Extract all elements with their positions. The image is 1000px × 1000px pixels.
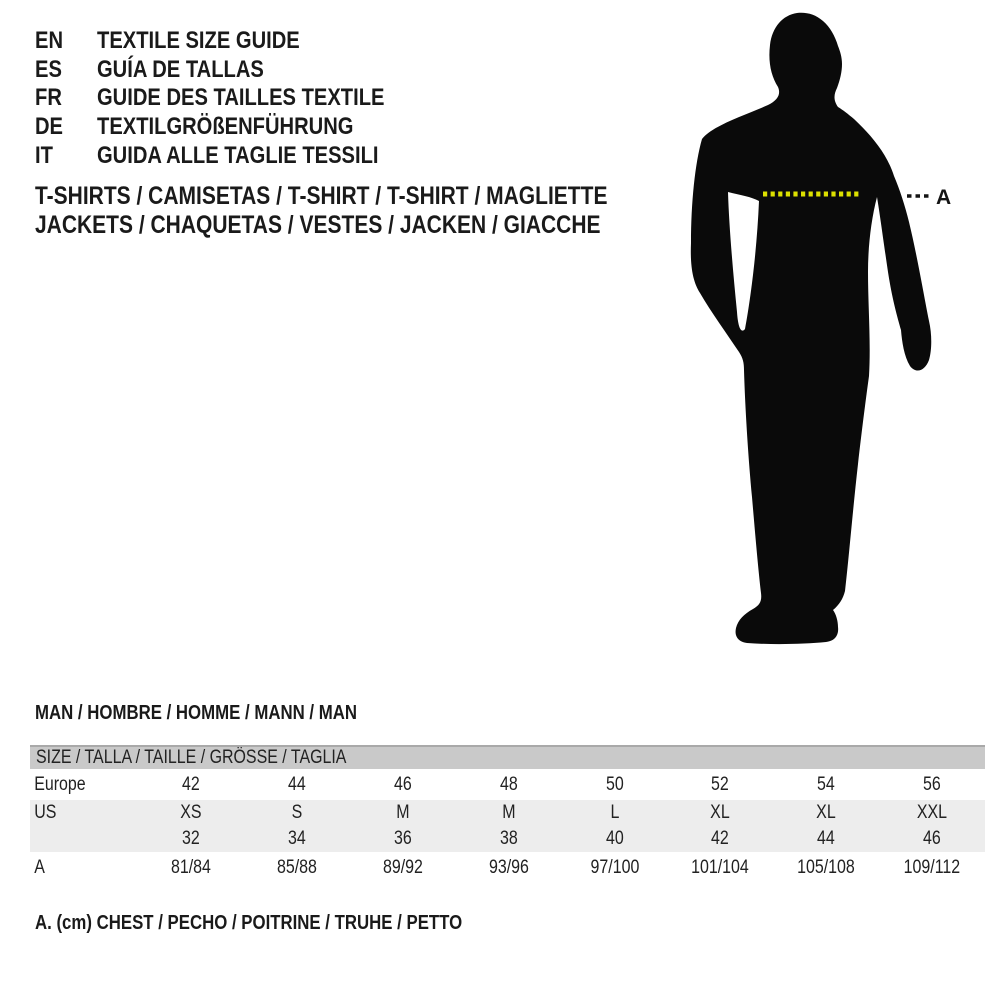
category-tshirts: T-SHIRTS / CAMISETAS / T-SHIRT / T-SHIRT / MAGLIETTE [35, 182, 608, 210]
category-jackets: JACKETS / CHAQUETAS / VESTES / JACKEN / GIACCHE [35, 211, 601, 239]
size-value: 93/96 [488, 857, 529, 878]
size-value: XL [710, 802, 731, 823]
size-value: 44 [287, 773, 306, 795]
size-value: XL [816, 802, 836, 823]
size-table-header: SIZE / TALLA / TAILLE / GRÖSSE / TAGLIA [30, 745, 985, 769]
language-label: GUIDA ALLE TAGLIE TESSILI [97, 141, 379, 169]
size-value: 42 [182, 773, 200, 795]
size-value: S [291, 802, 303, 823]
language-code: DE [35, 113, 64, 141]
language-label: GUÍA DE TALLAS [97, 55, 264, 83]
size-value: 38 [499, 828, 518, 849]
man-silhouette [691, 13, 931, 644]
size-value: 81/84 [170, 857, 211, 878]
language-row-de [35, 113, 439, 142]
language-code: EN [35, 27, 64, 55]
section-title-man: MAN / HOMBRE / HOMME / MANN / MAN [35, 702, 357, 724]
size-table [30, 745, 985, 884]
measurement-footnote: A. (cm) CHEST / PECHO / POITRINE / TRUHE / PETTO [35, 912, 463, 934]
size-value: 44 [817, 828, 836, 849]
man-silhouette-figure [650, 0, 1000, 670]
size-value: 105/108 [797, 857, 856, 878]
size-value: 101/104 [691, 857, 750, 878]
size-value: 54 [817, 773, 836, 795]
row-label: US [34, 802, 57, 823]
size-value: 48 [499, 773, 518, 795]
language-row-it [35, 141, 439, 170]
size-value: 42 [711, 828, 730, 849]
size-value: 109/112 [903, 857, 961, 878]
language-code: IT [35, 141, 53, 169]
language-row-es [35, 56, 439, 85]
language-title-block [35, 27, 439, 170]
size-value: 32 [182, 828, 200, 849]
size-value: 52 [711, 773, 730, 795]
size-value: 40 [605, 828, 624, 849]
language-label: TEXTILGRÖßENFÜHRUNG [97, 113, 354, 141]
row-label: A [34, 857, 45, 878]
language-label: TEXTILE SIZE GUIDE [97, 27, 300, 55]
size-value: M [501, 802, 516, 823]
size-value: 89/92 [382, 857, 423, 878]
size-value: 36 [393, 828, 412, 849]
language-label: GUIDE DES TAILLES TEXTILE [97, 84, 385, 112]
category-block [35, 182, 716, 240]
row-label: Europe [34, 773, 86, 795]
shaded-row-group [30, 800, 985, 852]
chest-measure-label: A [936, 186, 952, 209]
size-value: M [396, 802, 410, 823]
table-row-chest-a [30, 852, 985, 884]
size-value: 56 [923, 773, 941, 795]
size-value: XS [180, 802, 202, 823]
language-code: FR [35, 84, 62, 112]
size-value: 34 [287, 828, 306, 849]
size-value: L [609, 802, 619, 823]
size-value: 46 [923, 828, 941, 849]
language-row-fr [35, 84, 439, 113]
size-value: 46 [393, 773, 412, 795]
language-code: ES [35, 55, 62, 83]
size-value: 85/88 [276, 857, 317, 878]
table-row-numeric [30, 826, 985, 852]
size-value: 50 [605, 773, 624, 795]
size-value: 97/100 [590, 857, 639, 878]
table-row-us [30, 800, 985, 826]
table-row-europe [30, 769, 985, 800]
language-row-en [35, 27, 439, 56]
size-value: XXL [916, 802, 948, 823]
